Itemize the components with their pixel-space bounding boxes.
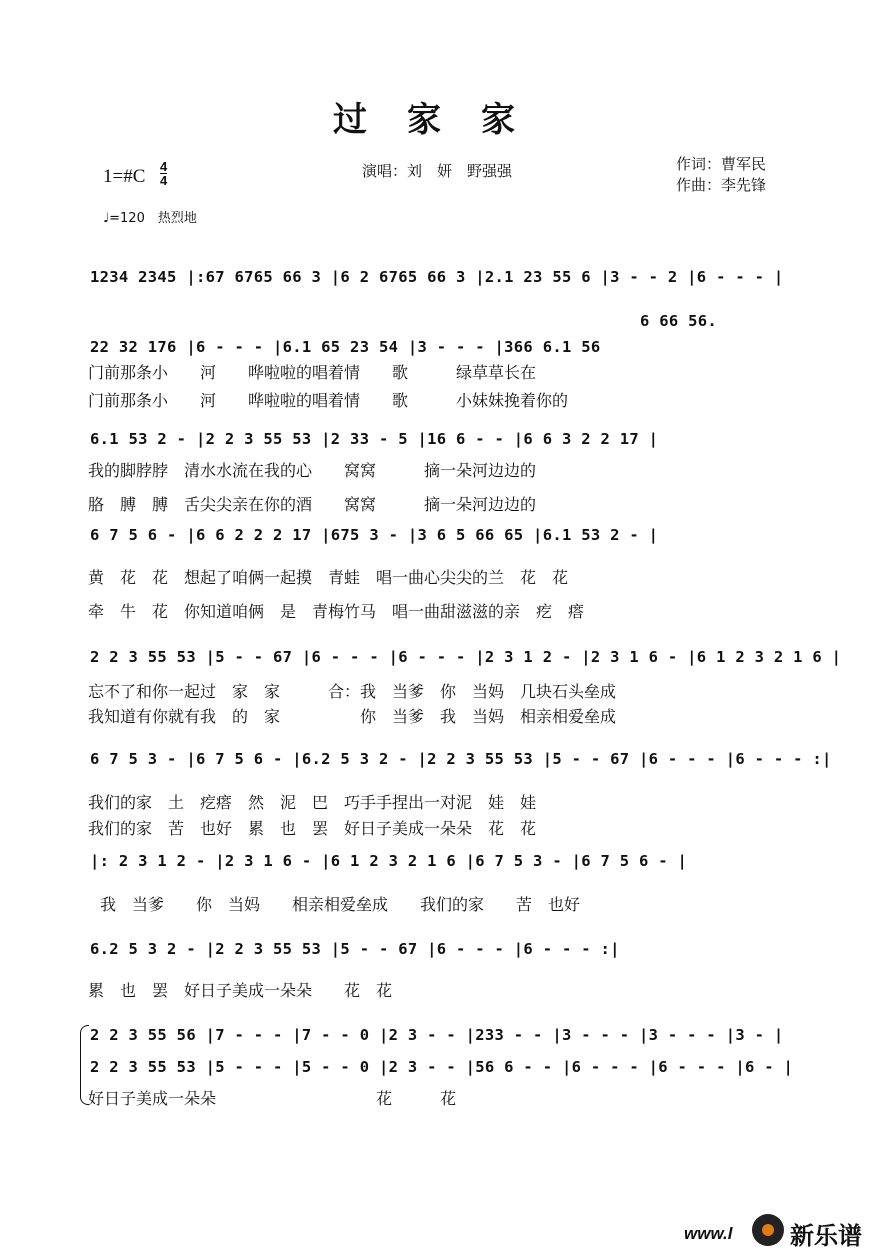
lyrics-line-5b: 我知道有你就有我 的 家 你 当爹 我 当妈 相亲相爱垒成 [88, 707, 617, 726]
time-signature [160, 160, 167, 187]
notes-line-4: 6 7 5 6 - |6 6 2 2 2 17 |675 3 - |3 6 5 66 65 |6.1 53 2 - | [90, 526, 659, 544]
notes-line-6: 6 7 5 3 - |6 7 5 6 - |6.2 5 3 2 - |2 2 3 55 53 |5 - - 67 |6 - - - |6 - - - :| [90, 750, 832, 768]
notes-line-1: 1234 2345 |:67 6765 66 3 |6 2 6765 66 3 |2.1 23 55 6 |3 - - 2 |6 - - - | [90, 268, 784, 286]
lyrics-line-2a: 门前那条小 河 哗啦啦的唱着情 歌 绿草草长在 [88, 363, 537, 382]
footer-brand: 新乐谱 [790, 1222, 862, 1250]
lyrics-line-6a: 我们的家 土 疙瘩 然 泥 巴 巧手手捏出一对泥 娃 娃 [88, 793, 537, 812]
notes-line-7: |: 2 3 1 2 - |2 3 1 6 - |6 1 2 3 2 1 6 |6 7 5 3 - |6 7 5 6 - | [90, 852, 688, 870]
lyrics-line-5a: 忘不了和你一起过 家 家 合：我 当爹 你 当妈 几块石头垒成 [88, 682, 617, 701]
tempo-marking: ♩=120 热烈地 [103, 211, 197, 226]
lyrics-line-3b: 胳 膊 膊 舌尖尖亲在你的酒 窝窝 摘一朵河边边的 [88, 495, 537, 514]
notes-line-9-lower: 2 2 3 55 53 |5 - - - |5 - - 0 |2 3 - - |56 6 - - |6 - - - |6 - - - |6 - | [90, 1058, 794, 1076]
logo-icon [752, 1214, 784, 1246]
time-signature-top: 4 [160, 159, 168, 174]
lyrics-line-4b: 牵 牛 花 你知道咱俩 是 青梅竹马 唱一曲甜滋滋的亲 疙 瘩 [88, 602, 585, 621]
lyricist-credit: 作词：曹军民 [676, 155, 767, 173]
key-signature: 1=#C [103, 166, 146, 187]
notes-line-9-upper: 2 2 3 55 56 |7 - - - |7 - - 0 |2 3 - - |233 - - |3 - - - |3 - - - |3 - | [90, 1026, 784, 1044]
footer-url: www.l [684, 1224, 733, 1243]
notes-line-2-upper: 6 66 56. [640, 312, 718, 330]
notes-line-3: 6.1 53 2 - |2 2 3 55 53 |2 33 - 5 |16 6 - - |6 6 3 2 2 17 | [90, 430, 659, 448]
song-title: 过家家 [333, 100, 555, 140]
lyrics-line-8: 累 也 罢 好日子美成一朵朵 花 花 [88, 981, 393, 1000]
notes-line-8: 6.2 5 3 2 - |2 2 3 55 53 |5 - - 67 |6 - - - |6 - - - :| [90, 940, 620, 958]
notes-line-2: 22 32 176 |6 - - - |6.1 65 23 54 |3 - - - |366 6.1 56 [90, 338, 601, 356]
composer-credit: 作曲：李先锋 [676, 176, 767, 194]
notes-line-5: 2 2 3 55 53 |5 - - 67 |6 - - - |6 - - - |2 3 1 2 - |2 3 1 6 - |6 1 2 3 2 1 6 | [90, 648, 842, 666]
lyrics-line-6b: 我们的家 苦 也好 累 也 罢 好日子美成一朵朵 花 花 [88, 819, 537, 838]
singer-credit: 演唱：刘 妍 野强强 [362, 162, 513, 180]
lyrics-line-7: 我 当爹 你 当妈 相亲相爱垒成 我们的家 苦 也好 [100, 895, 581, 914]
lyrics-line-9: 好日子美成一朵朵 花 花 [88, 1089, 457, 1108]
time-signature-bottom: 4 [160, 173, 168, 188]
lyrics-line-2b: 门前那条小 河 哗啦啦的唱着情 歌 小妹妹挽着你的 [88, 391, 569, 410]
lyrics-line-4a: 黄 花 花 想起了咱俩一起摸 青蛙 唱一曲心尖尖的兰 花 花 [88, 568, 569, 587]
lyrics-line-3a: 我的脚脖脖 清水水流在我的心 窝窝 摘一朵河边边的 [88, 461, 537, 480]
